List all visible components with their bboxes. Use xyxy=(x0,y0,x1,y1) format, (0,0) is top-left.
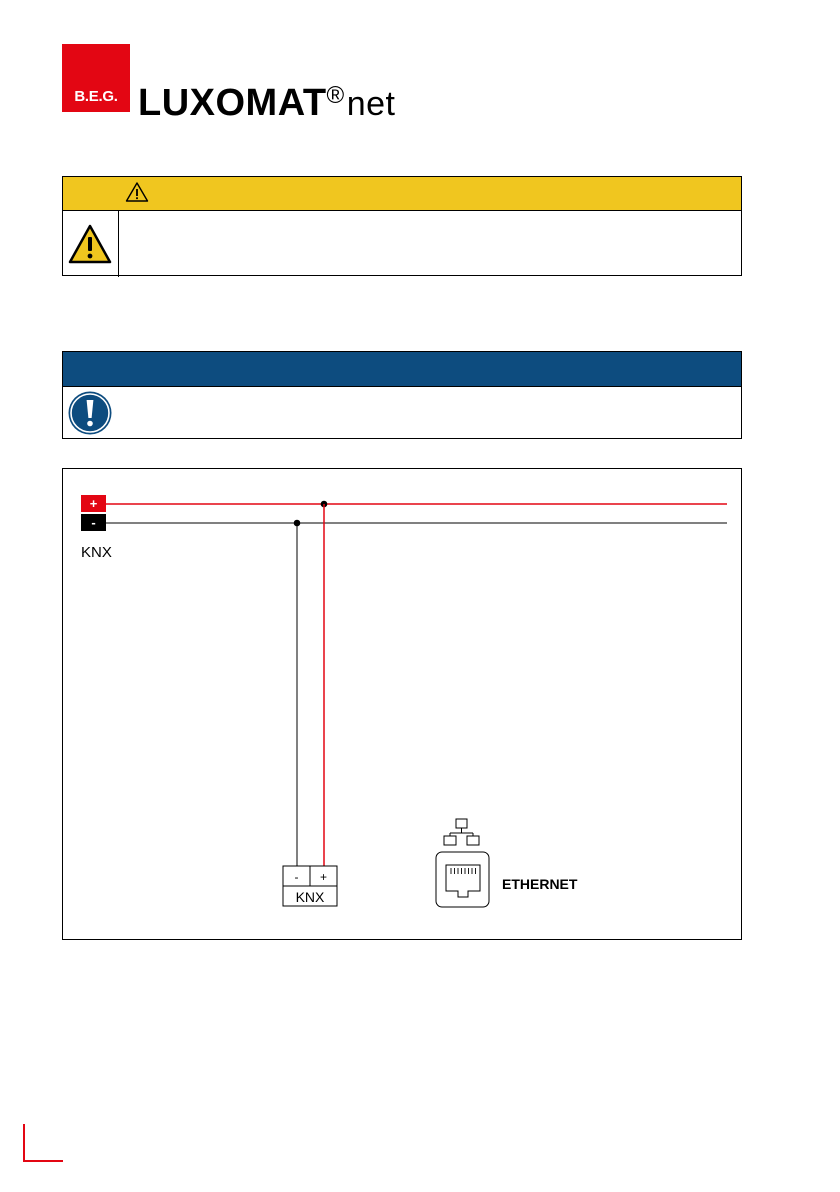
registered-mark: ® xyxy=(326,82,345,109)
wiring-diagram-svg xyxy=(63,469,743,941)
notice-header xyxy=(63,352,741,387)
warning-triangle-icon xyxy=(125,181,149,203)
wiring-diagram xyxy=(62,468,742,940)
terminal-knx-label: KNX xyxy=(295,889,325,905)
notice-panel xyxy=(62,351,742,439)
rj45-port-icon xyxy=(436,852,489,907)
brand-name xyxy=(138,76,396,124)
minus-tag-label: - xyxy=(91,515,96,530)
brand-suffix: net xyxy=(346,85,396,123)
notice-body xyxy=(63,387,741,440)
terminal-minus-label: - xyxy=(294,870,299,884)
warning-triangle-icon xyxy=(67,223,113,265)
exclamation-circle-icon xyxy=(67,390,113,436)
beg-logo-box xyxy=(62,44,130,112)
logo-box-text: B.E.G. xyxy=(74,88,118,105)
terminal-plus-label: + xyxy=(319,870,328,884)
warning-body xyxy=(63,211,741,277)
bus-label: KNX xyxy=(81,544,112,561)
brand-word: LUXOMAT xyxy=(138,82,327,124)
warning-panel xyxy=(62,176,742,276)
warning-header xyxy=(63,177,741,211)
network-icon xyxy=(444,819,479,845)
warning-icon-cell xyxy=(63,211,119,277)
plus-tag-label: + xyxy=(89,496,98,511)
ethernet-label: ETHERNET xyxy=(502,876,578,892)
page-corner-mark-vertical xyxy=(23,1124,25,1162)
page-corner-mark-horizontal xyxy=(23,1160,63,1162)
